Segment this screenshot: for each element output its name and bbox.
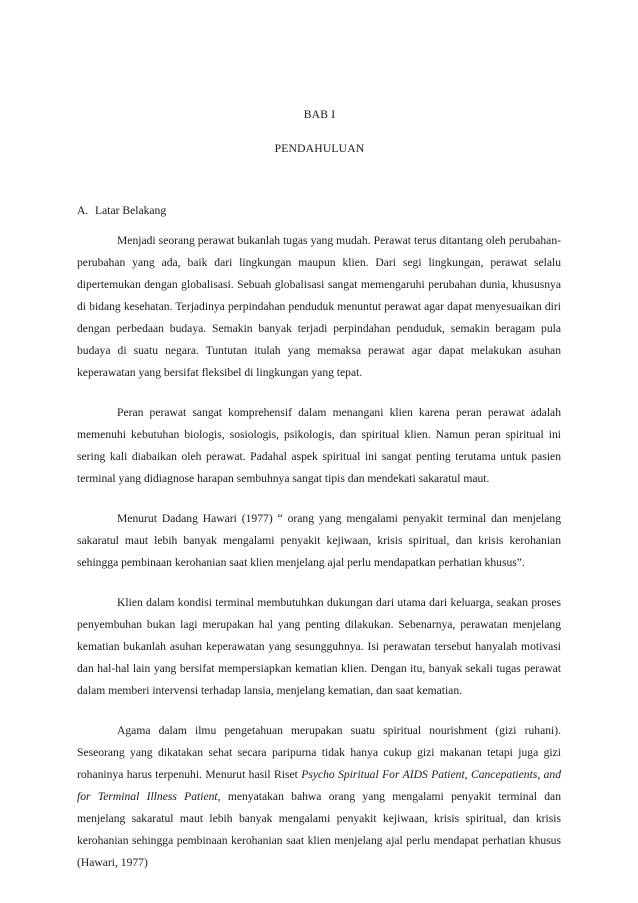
section-title: Latar Belakang	[95, 204, 167, 217]
chapter-title-text: PENDAHULUAN	[274, 142, 365, 155]
paragraph-3: Menurut Dadang Hawari (1977) “ orang yang mengalami penyakit terminal dan menjelang sakaratul maut lebih banyak mengalami penyakit kejiwaan, krisis spiritual, dan krisis kerohanian sehingga pembinaan kerohanian saat klien menjelang ajal perlu mendapatkan perhatian khusus”.	[77, 512, 561, 569]
paragraph-5	[77, 720, 561, 874]
paragraph-5-italic-title: Psycho Spiritual For AIDS Patient, Cancepatients, and for Terminal Illness Patient,	[77, 768, 562, 803]
document-body	[77, 230, 561, 892]
paragraph-5-text-before: Agama dalam ilmu pengetahuan merupakan suatu spiritual nourishment (gizi ruhani). Seseorang yang dikatakan sehat secara paripurna tidak hanya cukup gizi makanan tetapi juga gizi rohaninya harus terpenuhi. Menurut hasil Riset	[77, 724, 561, 781]
paragraph-4: Klien dalam kondisi terminal membutuhkan dukungan dari utama dari keluarga, seakan proses penyembuhan bukan lagi merupakan hal yang penting dilakukan. Sebenarnya, perawatan menjelang kematian bukanlah asuhan keperawatan yang sesungguhnya. Isi perawatan tersebut hanyalah motivasi dan hal-hal lain yang bersifat mempersiapkan kematian klien. Dengan itu, banyak sekali tugas perawat dalam memberi intervensi terhadap lansia, menjelang kematian, dan saat kematian.	[77, 596, 561, 697]
section-number: A.	[77, 204, 89, 217]
chapter-title	[0, 142, 638, 155]
paragraph-5-text-after: menyatakan bahwa orang yang mengalami penyakit terminal dan menjelang sakaratul maut lebih banyak mengalami penyakit kejiwaan, krisis spiritual, dan krisis kerohanian sehingga pembinaan kerohanian saat klien menjelang ajal perlu mendapat perhatian khusus (Hawari, 1977)	[77, 790, 561, 869]
chapter-number: BAB I	[303, 108, 336, 121]
paragraph-1: Menjadi seorang perawat bukanlah tugas yang mudah. Perawat terus ditantang oleh perubahan-perubahan yang ada, baik dari lingkungan maupun klien. Dari segi lingkungan, perawat selalu dipertemukan dengan globalisasi. Sebuah globalisasi sangat memengaruhi perubahan dunia, khususnya di bidang kesehatan. Terjadinya perpindahan penduduk menuntut perawat agar dapat menyesuaikan diri dengan perbedaan budaya. Semakin banyak terjadi perpindahan penduduk, semakin beragam pula budaya di suatu negara. Tuntutan itulah yang memaksa perawat agar dapat melakukan asuhan keperawatan yang bersifat fleksibel di lingkungan yang tepat.	[77, 234, 561, 379]
paragraph-2: Peran perawat sangat komprehensif dalam menangani klien karena peran perawat adalah memenuhi kebutuhan biologis, sosiologis, psikologis, dan spiritual klien. Namun peran spiritual ini sering kali diabaikan oleh perawat. Padahal aspek spiritual ini sangat penting terutama untuk pasien terminal yang didiagnose harapan sembuhnya sangat tipis dan mendekati sakaratul maut.	[77, 406, 561, 485]
chapter-heading	[0, 108, 638, 121]
section-heading	[77, 204, 166, 217]
